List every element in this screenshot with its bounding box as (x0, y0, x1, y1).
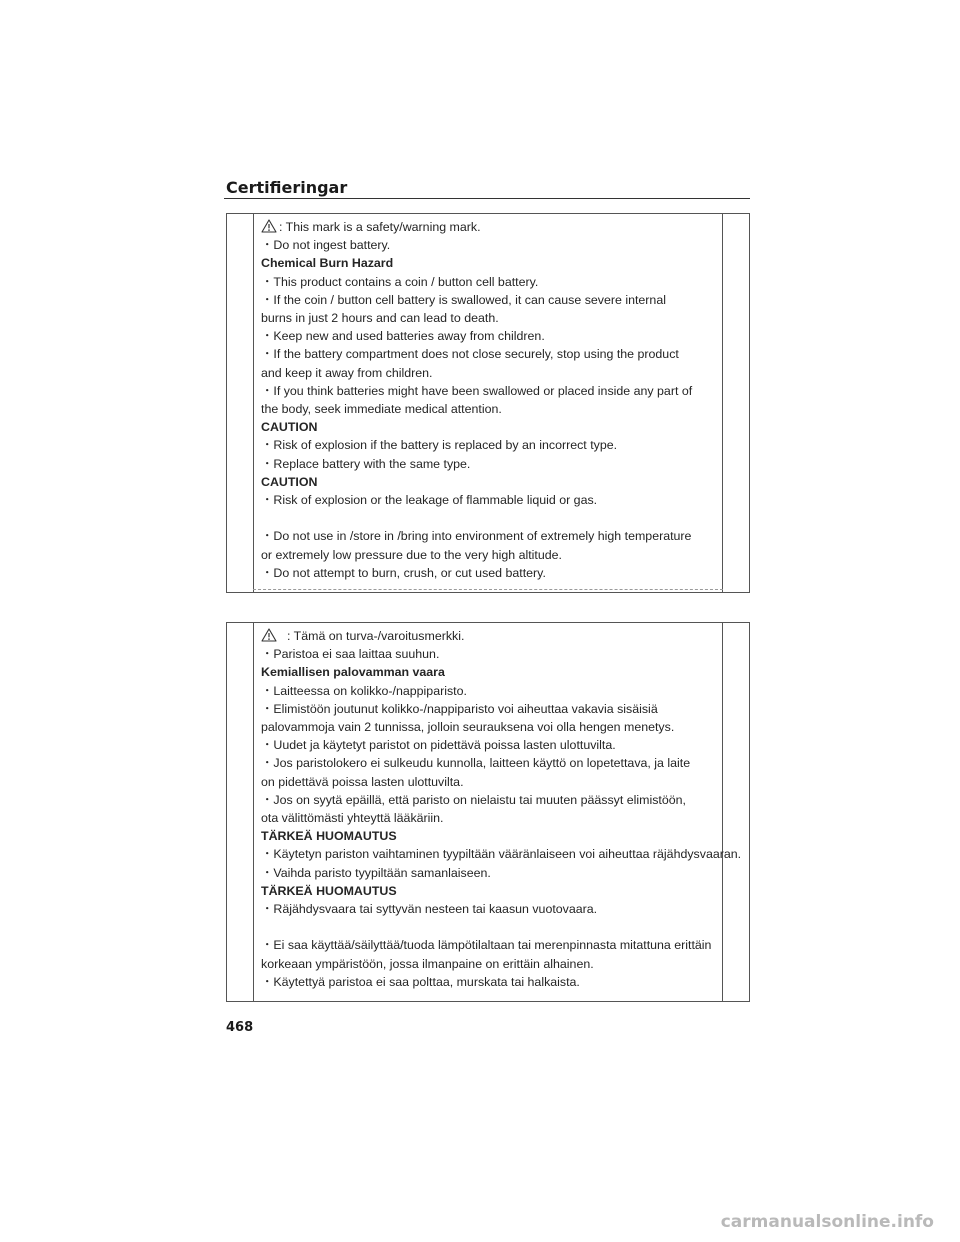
text-line: ・Do not attempt to burn, crush, or cut used battery. (261, 565, 546, 580)
text-line: korkeaan ympäristöön, jossa ilmanpaine on erittäin alhainen. (261, 956, 594, 971)
panel-left-border (253, 214, 254, 592)
panel-right-border (722, 623, 723, 1001)
warning-mark-line (261, 218, 719, 236)
text-line: the body, seek immediate medical attention. (261, 402, 502, 417)
warning-triangle-icon (261, 628, 277, 642)
panel-right-border (722, 214, 723, 592)
warning-triangle-icon (261, 219, 277, 233)
heading-chemical-burn-hazard: Kemiallisen palovamman vaara (261, 665, 445, 680)
text-line: on pidettävä poissa lasten ulottuvilta. (261, 774, 464, 789)
text-line: ・Laitteessa on kolikko-/nappiparisto. (261, 683, 467, 698)
text-line: ・Do not ingest battery. (261, 238, 391, 253)
text-line: ・If the coin / button cell battery is swallowed, it can cause severe internal (261, 292, 666, 307)
heading-important-notice: TÄRKEÄ HUOMAUTUS (261, 883, 397, 898)
site-watermark: carmanualsonline.info (720, 1212, 934, 1232)
warning-mark-text: : Tämä on turva-/varoitusmerkki. (287, 629, 465, 643)
text-line: ・Räjähdysvaara tai syttyvän nesteen tai kaasun vuotovaara. (261, 902, 598, 917)
title-divider (224, 198, 750, 199)
text-line: ・Jos paristolokero ei sulkeudu kunnolla, laitteen käyttö on lopetettava, ja laite (261, 756, 691, 771)
heading-important-notice: TÄRKEÄ HUOMAUTUS (261, 829, 397, 844)
text-line: ・Ei saa käyttää/säilyttää/tuoda lämpötilaltaan tai merenpinnasta mitattuna erittäin (261, 938, 712, 953)
spacer (261, 918, 719, 936)
finnish-warning-panel (226, 622, 750, 1002)
text-line: ・If the battery compartment does not close securely, stop using the product (261, 347, 679, 362)
text-line: ・Risk of explosion or the leakage of flammable liquid or gas. (261, 493, 598, 508)
text-line: ・Do not use in /store in /bring into environment of extremely high temperature (261, 529, 692, 544)
text-line: ・Jos on syytä epäillä, että paristo on nielaistu tai muuten päässyt elimistöön, (261, 792, 686, 807)
text-line: ・Replace battery with the same type. (261, 456, 471, 471)
panel-left-border (253, 623, 254, 1001)
spacer (261, 509, 719, 527)
text-line: and keep it away from children. (261, 365, 433, 380)
heading-caution: CAUTION (261, 474, 318, 489)
text-line: ・Käytetyn pariston vaihtaminen tyypiltään vääränlaiseen voi aiheuttaa räjähdysvaaran. (261, 847, 742, 862)
text-line: ・Uudet ja käytetyt paristot on pidettävä poissa lasten ulottuvilta. (261, 738, 616, 753)
page-number: 468 (226, 1020, 254, 1035)
text-line: ・Paristoa ei saa laittaa suuhun. (261, 647, 440, 662)
heading-chemical-burn-hazard: Chemical Burn Hazard (261, 256, 394, 271)
text-line: ・Vaihda paristo tyypiltään samanlaiseen. (261, 865, 491, 880)
heading-caution: CAUTION (261, 420, 318, 435)
warning-mark-line (261, 627, 719, 645)
text-line: ・Keep new and used batteries away from children. (261, 329, 545, 344)
text-line: ota välittömästi yhteyttä lääkäriin. (261, 811, 444, 826)
text-line: ・Risk of explosion if the battery is replaced by an incorrect type. (261, 438, 618, 453)
english-warning-text (261, 218, 719, 582)
text-line: palovammoja vain 2 tunnissa, jolloin seurauksena voi olla hengen menetys. (261, 720, 675, 735)
finnish-warning-text (261, 627, 742, 991)
warning-mark-text: : This mark is a safety/warning mark. (279, 220, 481, 234)
text-line: ・Elimistöön joutunut kolikko-/nappiparisto voi aiheuttaa vakavia sisäisiä (261, 701, 658, 716)
text-line: ・This product contains a coin / button cell battery. (261, 274, 539, 289)
section-title: Certifieringar (226, 178, 348, 197)
text-line: burns in just 2 hours and can lead to death. (261, 311, 499, 326)
text-line: or extremely low pressure due to the very high altitude. (261, 547, 562, 562)
panel-dashed-rule (253, 589, 723, 590)
english-warning-panel (226, 213, 750, 593)
text-line: ・If you think batteries might have been swallowed or placed inside any part of (261, 383, 693, 398)
text-line: ・Käytettyä paristoa ei saa polttaa, murskata tai halkaista. (261, 974, 580, 989)
